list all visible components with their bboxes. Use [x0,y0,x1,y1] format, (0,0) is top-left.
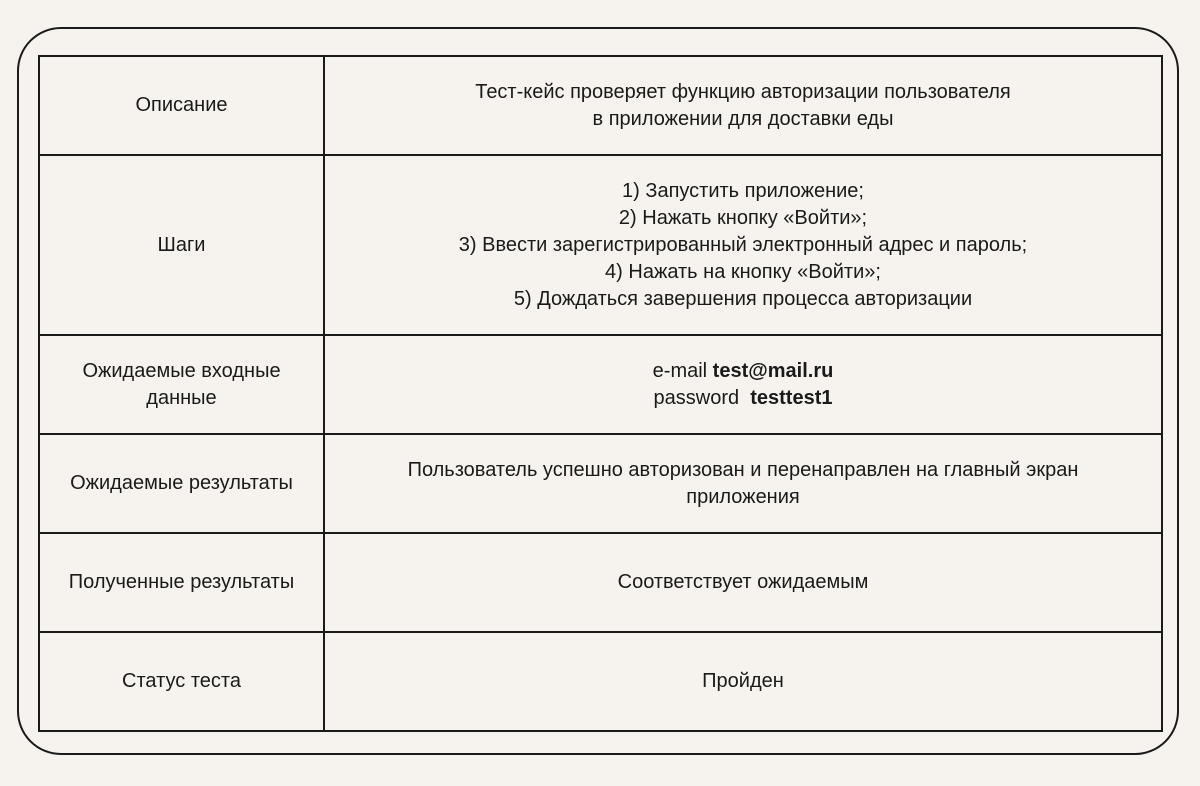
step-item: 5) Дождаться завершения процесса авторизации [513,287,973,310]
expected-results-label: Ожидаемые результаты [39,434,324,533]
input-data-label: Ожидаемые входные данные [39,335,324,434]
email-line [339,358,1147,385]
expected-results-value [324,434,1162,533]
password-line [339,385,1147,412]
table-row-input-data [39,335,1162,434]
password-label: password [653,386,740,409]
status-label: Статус теста [39,632,324,731]
status-value: Пройден [324,632,1162,731]
table-row-status [39,632,1162,731]
description-line: Тест-кейс проверяет функцию авторизации пользователя [475,80,1011,103]
email-label: e-mail [652,359,708,382]
password-value: testtest1 [750,386,833,409]
description-line: в приложении для доставки еды [592,107,894,130]
description-label: Описание [39,56,324,155]
test-case-table [38,55,1163,732]
steps-value [324,155,1162,335]
step-item: 4) Нажать на кнопку «Войти»; [605,260,881,283]
step-item: 2) Нажать кнопку «Войти»; [618,206,868,229]
table-row-description [39,56,1162,155]
step-item: 3) Ввести зарегистрированный электронный адрес и пароль; [458,233,1028,256]
steps-label: Шаги [39,155,324,335]
table-row-actual-results [39,533,1162,632]
expected-results-line: Пользователь успешно авторизован и перенаправлен на главный экран [407,458,1079,481]
step-item: 1) Запустить приложение; [622,179,864,202]
description-value [324,56,1162,155]
input-data-value [324,335,1162,434]
email-value: test@mail.ru [712,359,834,382]
table-row-expected-results [39,434,1162,533]
table-row-steps [39,155,1162,335]
expected-results-line: приложения [686,485,800,508]
actual-results-value: Соответствует ожидаемым [324,533,1162,632]
actual-results-label: Полученные результаты [39,533,324,632]
